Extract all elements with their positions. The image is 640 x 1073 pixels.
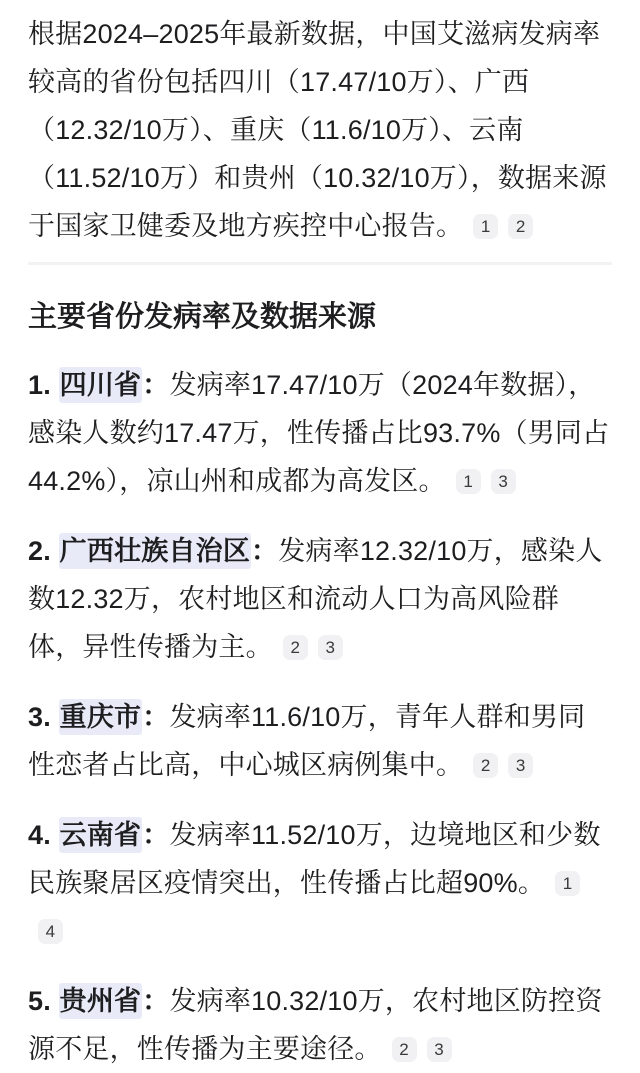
item-colon: ：	[142, 370, 170, 400]
province-item	[28, 693, 612, 789]
item-number: 2.	[28, 536, 51, 566]
province-item	[28, 811, 612, 955]
province-name-link[interactable]: 重庆市	[59, 699, 143, 735]
province-item	[28, 361, 612, 505]
citation-badge[interactable]: 1	[473, 214, 498, 239]
province-name-link[interactable]: 四川省	[59, 367, 143, 403]
item-number: 3.	[28, 702, 51, 732]
item-number: 1.	[28, 370, 51, 400]
item-colon: ：	[251, 536, 279, 566]
item-lead	[28, 699, 169, 735]
citation-badge[interactable]: 2	[392, 1037, 417, 1062]
citation-badge[interactable]: 2	[508, 214, 533, 239]
citation-badge[interactable]: 2	[283, 635, 308, 660]
province-item	[28, 977, 612, 1073]
province-name-link[interactable]: 广西壮族自治区	[59, 533, 251, 569]
section-divider	[28, 262, 612, 265]
item-lead	[28, 367, 169, 403]
citation-badge[interactable]: 1	[555, 871, 580, 896]
item-description: 发病率10.32/10万，农村地区防控资源不足，性传播为主要途径。	[28, 986, 603, 1064]
province-item	[28, 527, 612, 671]
province-name-link[interactable]: 贵州省	[59, 983, 143, 1019]
citation-badge[interactable]: 3	[491, 469, 516, 494]
item-colon: ：	[142, 820, 170, 850]
section-heading: 主要省份发病率及数据来源	[28, 301, 377, 333]
item-description: 发病率11.52/10万，边境地区和少数民族聚居区疫情突出，性传播占比超90%。	[28, 820, 601, 898]
citation-badge[interactable]: 1	[456, 469, 481, 494]
item-colon: ：	[142, 702, 170, 732]
item-number: 5.	[28, 986, 51, 1016]
intro-paragraph	[28, 10, 612, 250]
province-name-link[interactable]: 云南省	[59, 817, 143, 853]
item-lead	[28, 533, 278, 569]
intro-text: 根据2024–2025年最新数据，中国艾滋病发病率较高的省份包括四川（17.47/10万）、广西（12.32/10万）、重庆（11.6/10万）、云南（11.52/10万）和贵州（10.32/10万），数据来源于国家卫健委及地方疾控中心报告。	[28, 19, 607, 241]
citation-badge[interactable]: 2	[473, 753, 498, 778]
item-description: 发病率11.6/10万，青年人群和男同性恋者占比高，中心城区病例集中。	[28, 702, 586, 780]
item-number: 4.	[28, 820, 51, 850]
citation-badge[interactable]: 3	[427, 1037, 452, 1062]
citation-badge[interactable]: 4	[38, 919, 63, 944]
item-colon: ：	[142, 986, 170, 1016]
item-description: 发病率12.32/10万，感染人数12.32万，农村地区和流动人口为高风险群体，异性传播为主。	[28, 536, 603, 662]
citation-badge[interactable]: 3	[508, 753, 533, 778]
item-description: 发病率17.47/10万（2024年数据），感染人数约17.47万，性传播占比93.7%（男同占44.2%），凉山州和成都为高发区。	[28, 370, 610, 496]
item-lead	[28, 817, 169, 853]
item-lead	[28, 983, 169, 1019]
citation-badge[interactable]: 3	[318, 635, 343, 660]
